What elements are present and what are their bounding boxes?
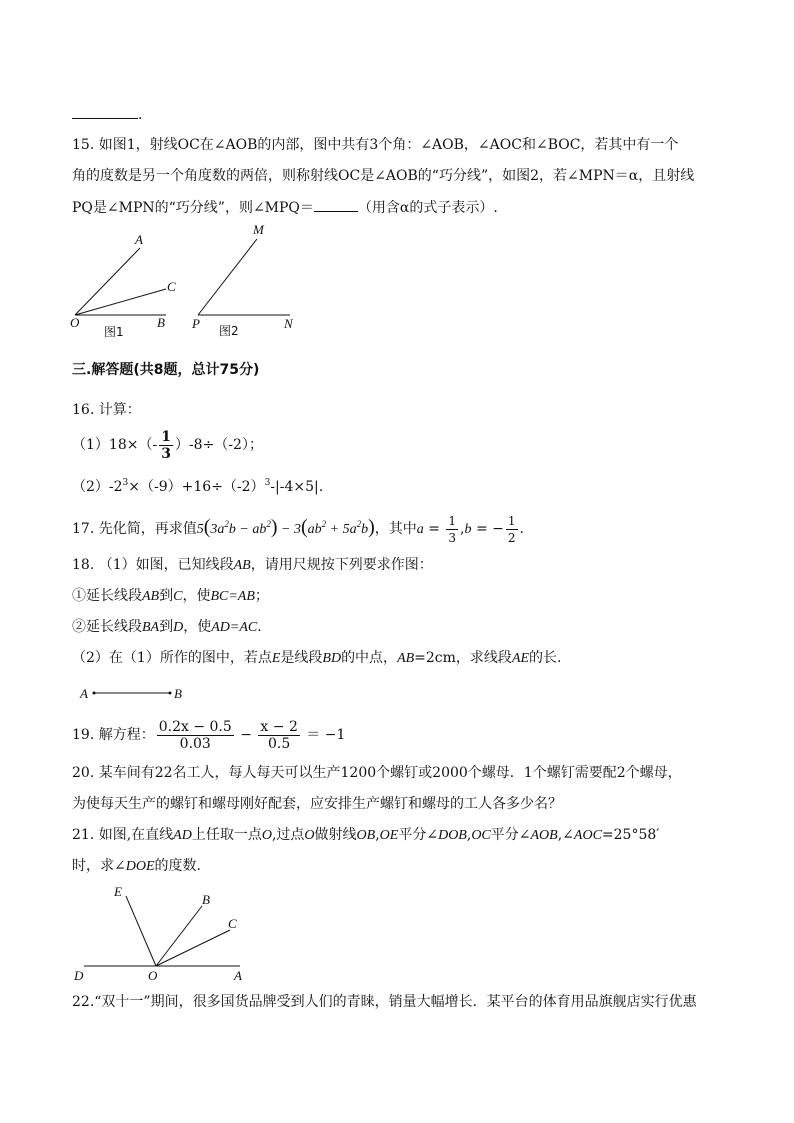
q17-line: 17. 先化简，再求值$5(3a^2b - ab^2) - 3(ab^2 + 5a^2b)$，其中a = $\frac{1}{3}$ ,b = − $\frac{1}{2}$ . <box>72 513 524 545</box>
q18-line1: 18. （1）如图，已知线段AB，请用尺规按下列要求作图： <box>72 557 433 573</box>
point-b <box>169 692 172 695</box>
q18-figure <box>78 684 198 704</box>
q18-line3: ②延长线段BA到D，使AD=AC. <box>72 619 262 635</box>
label-a: A <box>234 968 242 983</box>
q15-line2: 角的度数是另一个角度数的两倍，则称射线OC是∠AOB的“巧分线”，如图2，若∠MPN＝α，且射线 <box>72 168 695 184</box>
label-o: O <box>148 968 158 983</box>
point-a <box>93 692 96 695</box>
q15-figure1 <box>70 232 180 342</box>
fraction-b-value: $\frac{1}{2}$ <box>507 513 516 545</box>
label-b: B <box>157 315 165 330</box>
q18-line2: ①延长线段AB到C，使BC=AB； <box>72 588 269 604</box>
q19-line: 19. 解方程： $\frac{0.2x - 0.5}{0.03}$ − $\frac{x - 2}{0.5}$ ＝ −1 <box>72 718 346 752</box>
label-a: A <box>135 232 143 247</box>
q18-line4: （2）在（1）所作的图中，若点E是线段BD的中点，AB=2cm，求线段AE的长. <box>72 650 562 666</box>
label-a: A <box>80 686 88 701</box>
label-n: N <box>284 316 293 331</box>
label-c: C <box>167 279 176 294</box>
fraction-a-value: $\frac{1}{3}$ <box>448 513 457 545</box>
ray-oe <box>126 896 156 966</box>
q21-line1: 21. 如图,在直线AD上任取一点O,过点O做射线OB,OE平分∠DOB,OC平分∠AOB,∠AOC=25°58′ <box>72 827 660 843</box>
label-c: C <box>228 916 237 931</box>
label-o: O <box>70 315 80 330</box>
label-p: P <box>192 316 200 331</box>
ray-oa <box>75 248 140 315</box>
q21-figure <box>72 884 252 984</box>
answer-blank <box>72 104 138 119</box>
fraction-eq2: $\frac{x - 2}{0.5}$ <box>260 718 298 752</box>
label-e: E <box>114 884 122 899</box>
fraction-eq1: $\frac{0.2x - 0.5}{0.03}$ <box>158 718 232 752</box>
q15-line1: 15. 如图1，射线OC在∠AOB的内部，图中共有3个角：∠AOB，∠AOC和∠BOC，若其中有一个 <box>72 137 679 153</box>
label-b: B <box>202 892 210 907</box>
ray-pm <box>198 239 257 315</box>
ray-ob <box>156 906 202 966</box>
fig1-caption: 图1 <box>104 325 124 339</box>
q22-line1: 22.“双十一”期间，很多国货品牌受到人们的青睐，销量大幅增长．某平台的体育用品旗舰店实行优惠 <box>72 994 697 1010</box>
q20-line2: 为使每天生产的螺钉和螺母刚好配套，应安排生产螺钉和螺母的工人各多少名？ <box>72 796 562 812</box>
q16-part2: $(2)-2^3\times(-9)+16\div(-2)^3-|-4\times 5|$. <box>72 478 324 495</box>
ray-oc <box>156 930 230 966</box>
q21-line2: 时，求∠DOE的度数. <box>72 858 201 874</box>
q15-figure2 <box>188 222 303 337</box>
label-d: D <box>74 968 84 983</box>
fig2-caption: 图2 <box>219 324 239 338</box>
q20-line1: 20. 某车间有22名工人，每人每天可以生产1200个螺钉或2000个螺母．1个螺钉需要配2个螺母， <box>72 765 682 781</box>
q15-line3: PQ是∠MPN的“巧分线”，则∠MPQ＝ （用含α的式子表示）. <box>72 197 498 218</box>
label-m: M <box>253 222 264 237</box>
top-answer-line: . <box>72 104 142 125</box>
q16-part1: （1）18×（- $\frac{1}{3}$ ）-8÷（-2）； <box>72 428 263 462</box>
ray-oc <box>75 289 166 315</box>
section-3-header: 三.解答题(共8题，总计75分) <box>72 362 260 378</box>
fraction-one-third: $\frac{1}{3}$ <box>161 428 171 462</box>
q15-answer-blank <box>314 197 358 212</box>
q16-head: 16. 计算： <box>72 402 141 418</box>
q17-expression: $5(3a^2b - ab^2) - 3(ab^2 + 5a^2b)$ <box>196 516 375 538</box>
label-b: B <box>174 686 182 701</box>
